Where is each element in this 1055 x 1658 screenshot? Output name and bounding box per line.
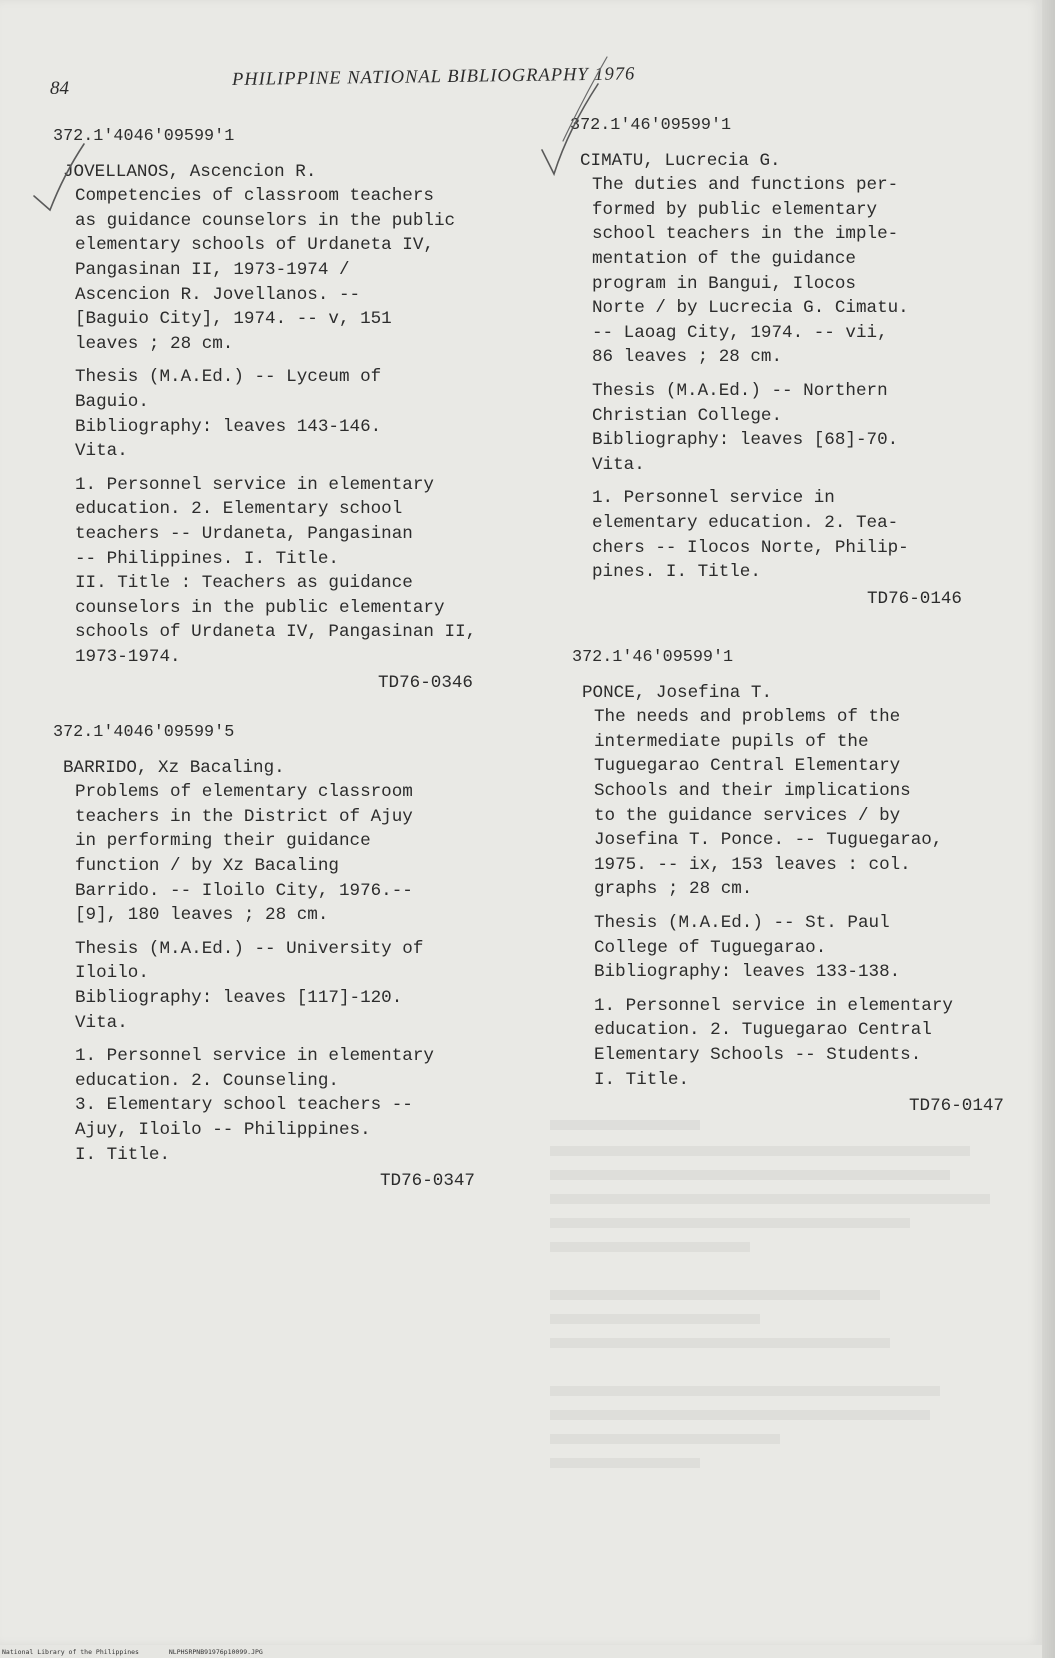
subject-line: -- Philippines. I. Title. [75,548,339,569]
page-number: 84 [50,78,69,99]
author-heading: PONCE, Josefina T. [582,682,773,703]
description-line: Josefina T. Ponce. -- Tuguegarao, [594,830,943,851]
description-line: school teachers in the imple- [592,224,899,245]
note-line: Bibliography: leaves [68]-70. [592,430,899,451]
description-line: intermediate pupils of the [594,731,869,752]
note-line: College of Tuguegarao. [594,937,827,958]
call-number: 372.1'4046'09599'1 [53,127,235,146]
subject-line: 3. Elementary school teachers -- [75,1095,413,1116]
note-line: Vita. [75,441,128,462]
td-number: TD76-0146 [866,588,962,609]
subject-line: education. 2. Tuguegarao Central [594,1020,932,1041]
description-line: 1975. -- ix, 153 leaves : col. [594,854,911,875]
description-line: The duties and functions per- [592,175,899,196]
subjects-block [592,486,1012,584]
running-title: PHILIPPINE NATIONAL BIBLIOGRAPHY 1976 [231,64,636,90]
description-line: Tuguegarao Central Elementary [594,756,901,777]
description-line: formed by public elementary [592,199,878,220]
subject-line: elementary education. 2. Tea- [592,512,899,533]
note-line: Vita. [592,454,645,475]
description-line: 86 leaves ; 28 cm. [592,347,783,368]
subject-line: education. 2. Counseling. [75,1070,339,1091]
description-line: Barrido. -- Iloilo City, 1976.-- [75,880,413,901]
call-number: 372.1'46'09599'1 [570,116,732,135]
td-number: TD76-0346 [377,673,473,694]
description-line: [Baguio City], 1974. -- v, 151 [75,309,392,330]
description-line: Ascencion R. Jovellanos. -- [75,284,361,305]
description-line: elementary schools of Urdaneta IV, [75,235,434,256]
description-line: -- Laoag City, 1974. -- vii, [592,322,888,343]
catalog-entry-jovellanos [53,125,535,696]
subject-line: 1. Personnel service in elementary [75,474,434,495]
subjects-block [75,1044,535,1167]
subject-line: 1. Personnel service in elementary [75,1046,434,1067]
description-line: teachers in the District of Ajuy [75,806,413,827]
description-line: as guidance counselors in the public [75,210,456,231]
description-block [594,705,1024,902]
description-line: Norte / by Lucrecia G. Cimatu. [592,298,909,319]
description-block [75,780,535,928]
description-line: to the guidance services / by [594,805,901,826]
td-number: TD76-0347 [379,1171,475,1192]
scan-footer [2,1648,289,1656]
description-block [75,184,535,356]
description-line: graphs ; 28 cm. [594,879,753,900]
td-number: TD76-0147 [908,1096,1004,1117]
description-line: program in Bangui, Ilocos [592,273,856,294]
note-line: Baguio. [75,391,149,412]
note-line: Vita. [75,1012,128,1033]
subject-line: Elementary Schools -- Students. [594,1044,922,1065]
note-line: Bibliography: leaves 133-138. [594,962,901,983]
note-line: Bibliography: leaves 143-146. [75,416,382,437]
subject-line: I. Title. [594,1069,690,1090]
description-line: Competencies of classroom teachers [75,186,434,207]
notes-block [75,365,535,463]
notes-block [594,911,1024,985]
note-line: Thesis (M.A.Ed.) -- St. Paul [594,912,890,933]
note-line: Thesis (M.A.Ed.) -- University of [75,938,424,959]
notes-block [592,379,1012,477]
subject-line: 1. Personnel service in [592,488,835,509]
subject-line: Ajuy, Iloilo -- Philippines. [75,1119,371,1140]
description-block [592,173,1012,370]
subject-line: schools of Urdaneta IV, Pangasinan II, [75,622,477,643]
subject-line: chers -- Ilocos Norte, Philip- [592,537,909,558]
description-line: Schools and their implications [594,780,911,801]
subject-line: teachers -- Urdaneta, Pangasinan [75,523,413,544]
description-line: Problems of elementary classroom [75,782,413,803]
footer-filename: NLPHSRPNB91976p10099.JPG [168,1648,263,1656]
description-line: function / by Xz Bacaling [75,855,339,876]
notes-block [75,937,535,1035]
footer-library: National Library of the Philippines [2,1648,139,1656]
note-line: Thesis (M.A.Ed.) -- Lyceum of [75,367,382,388]
description-line: in performing their guidance [75,831,371,852]
catalog-entry-ponce [572,646,1024,1119]
author-heading: BARRIDO, Xz Bacaling. [63,757,285,778]
subject-line: pines. I. Title. [592,562,761,583]
subject-line: 1. Personnel service in elementary [594,995,953,1016]
catalog-entry-cimatu [570,114,1012,611]
subject-line: II. Title : Teachers as guidance [75,573,413,594]
subject-line: 1973-1974. [75,646,181,667]
show-through-texture [540,1110,1010,1490]
catalog-entry-barrido [53,721,535,1194]
note-line: Thesis (M.A.Ed.) -- Northern [592,380,888,401]
call-number: 372.1'46'09599'1 [572,648,734,667]
description-line: The needs and problems of the [594,707,901,728]
subject-line: education. 2. Elementary school [75,499,403,520]
page-edge-shadow [1042,0,1055,1658]
note-line: Iloilo. [75,963,149,984]
subjects-block [75,473,535,670]
author-heading: CIMATU, Lucrecia G. [580,150,781,171]
author-heading: JOVELLANOS, Ascencion R. [63,161,317,182]
description-line: Pangasinan II, 1973-1974 / [75,259,350,280]
description-line: leaves ; 28 cm. [75,333,234,354]
subject-line: I. Title. [75,1144,171,1165]
note-line: Christian College. [592,405,783,426]
call-number: 372.1'4046'09599'5 [53,723,235,742]
description-line: [9], 180 leaves ; 28 cm. [75,905,329,926]
note-line: Bibliography: leaves [117]-120. [75,987,403,1008]
description-line: mentation of the guidance [592,248,856,269]
subject-line: counselors in the public elementary [75,597,445,618]
subjects-block [594,994,1024,1092]
